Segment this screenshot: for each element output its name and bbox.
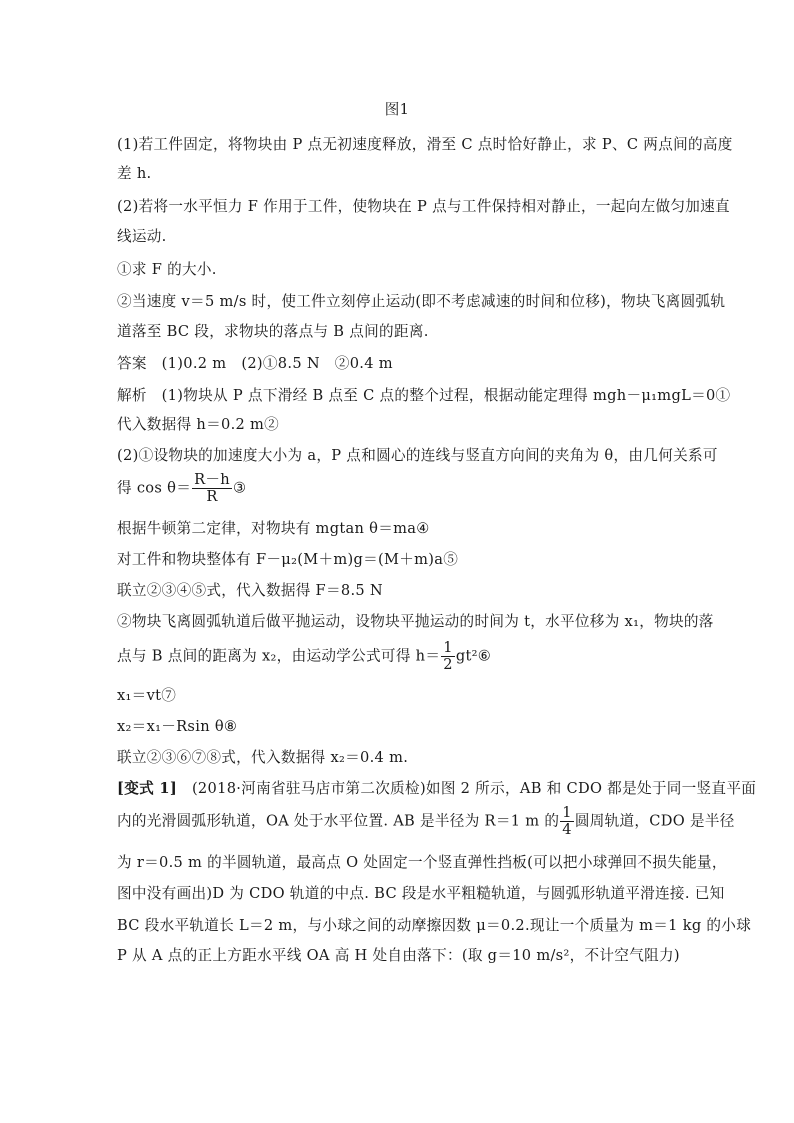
- fraction-denominator: 4: [562, 821, 572, 838]
- question-2-line-1: (2)若将一水平恒力 F 作用于工件，使物块在 P 点与工件保持相对静止，一起向左做匀加速直: [117, 198, 730, 215]
- analysis-line-4-prefix: 得 cos θ＝: [117, 479, 192, 497]
- variant-line-3: 为 r＝0.5 m 的半圆轨道，最高点 O 处固定一个竖直弹性挡板(可以把小球弹回不损失能量，: [117, 854, 727, 871]
- analysis-line-8: ②物块飞离圆弧轨道后做平抛运动，设物块平抛运动的时间为 t，水平位移为 x₁，物块的落: [117, 613, 714, 630]
- question-1-line-2: 差 h.: [117, 165, 152, 182]
- analysis-line-4: [117, 472, 246, 505]
- question-2b-line-1: ②当速度 v＝5 m/s 时，使工件立刻停止运动(即不考虑减速的时间和位移)，物块飞离圆弧轨: [117, 293, 726, 310]
- fraction-denominator: R: [206, 488, 218, 505]
- variant-line-2-prefix: 内的光滑圆弧形轨道，OA 处于水平位置. AB 是半径为 R＝1 m 的: [117, 812, 560, 830]
- analysis-line-2: 代入数据得 h＝0.2 m②: [117, 416, 280, 433]
- fraction-numerator: 1: [443, 639, 453, 656]
- variant-line-1: [117, 779, 756, 799]
- analysis-line-5: 根据牛顿第二定律，对物块有 mgtan θ＝ma④: [117, 520, 430, 537]
- fraction-denominator: 2: [443, 656, 453, 673]
- fraction-numerator: 1: [562, 804, 572, 821]
- analysis-line-9: [117, 640, 491, 673]
- variant-line-6: P 从 A 点的正上方距水平线 OA 高 H 处自由落下：(取 g＝10 m/s²，不计空气阻力): [117, 947, 680, 964]
- question-2b-line-2: 道落至 BC 段，求物块的落点与 B 点间的距离.: [117, 323, 429, 340]
- variant-line-2: [117, 805, 735, 838]
- variant-line-2-suffix: 圆周轨道，CDO 是半径: [574, 812, 735, 830]
- analysis-line-1: 解析 (1)物块从 P 点下滑经 B 点至 C 点的整个过程，根据动能定理得 mgh－μ₁mgL＝0①: [117, 387, 731, 404]
- answer-line: 答案 (1)0.2 m (2)①8.5 N ②0.4 m: [117, 355, 393, 372]
- figure-caption: 图1: [384, 101, 410, 118]
- question-1-line-1: (1)若工件固定，将物块由 P 点无初速度释放，滑至 C 点时恰好静止，求 P、C 两点间的高度: [117, 136, 733, 153]
- analysis-line-3: (2)①设物块的加速度大小为 a，P 点和圆心的连线与竖直方向间的夹角为 θ，由几何关系可: [117, 447, 718, 464]
- analysis-line-9-suffix: gt²⑥: [455, 647, 492, 665]
- analysis-line-6: 对工件和物块整体有 F－μ₂(M＋m)g＝(M＋m)a⑤: [117, 551, 459, 568]
- analysis-line-4-suffix: ③: [233, 479, 247, 497]
- variant-line-4: 图中没有画出)D 为 CDO 轨道的中点. BC 段是水平粗糙轨道，与圆弧形轨道平滑连接. 已知: [117, 885, 725, 902]
- analysis-line-7: 联立②③④⑤式，代入数据得 F＝8.5 N: [117, 582, 383, 599]
- fraction-numerator: R－h: [194, 471, 230, 488]
- quarter-fraction: [560, 805, 574, 838]
- variant-line-1-text: (2018·河南省驻马店市第二次质检)如图 2 所示，AB 和 CDO 都是处于同一竖直平面: [177, 780, 757, 797]
- half-fraction: [441, 640, 455, 673]
- question-2a: ①求 F 的大小.: [117, 261, 217, 278]
- analysis-line-11: x₂＝x₁－Rsin θ⑧: [117, 718, 238, 735]
- cos-theta-fraction: [192, 472, 232, 505]
- variant-line-5: BC 段水平轨道长 L＝2 m，与小球之间的动摩擦因数 μ＝0.2.现让一个质量为 m＝1 kg 的小球: [117, 917, 752, 934]
- variant-tag: [变式 1]: [117, 780, 178, 797]
- question-2-line-2: 线运动.: [117, 228, 167, 245]
- analysis-line-10: x₁＝vt⑦: [117, 687, 177, 704]
- analysis-line-9-prefix: 点与 B 点间的距离为 x₂，由运动学公式可得 h＝: [117, 647, 441, 665]
- analysis-line-12: 联立②③⑥⑦⑧式，代入数据得 x₂＝0.4 m.: [117, 749, 409, 766]
